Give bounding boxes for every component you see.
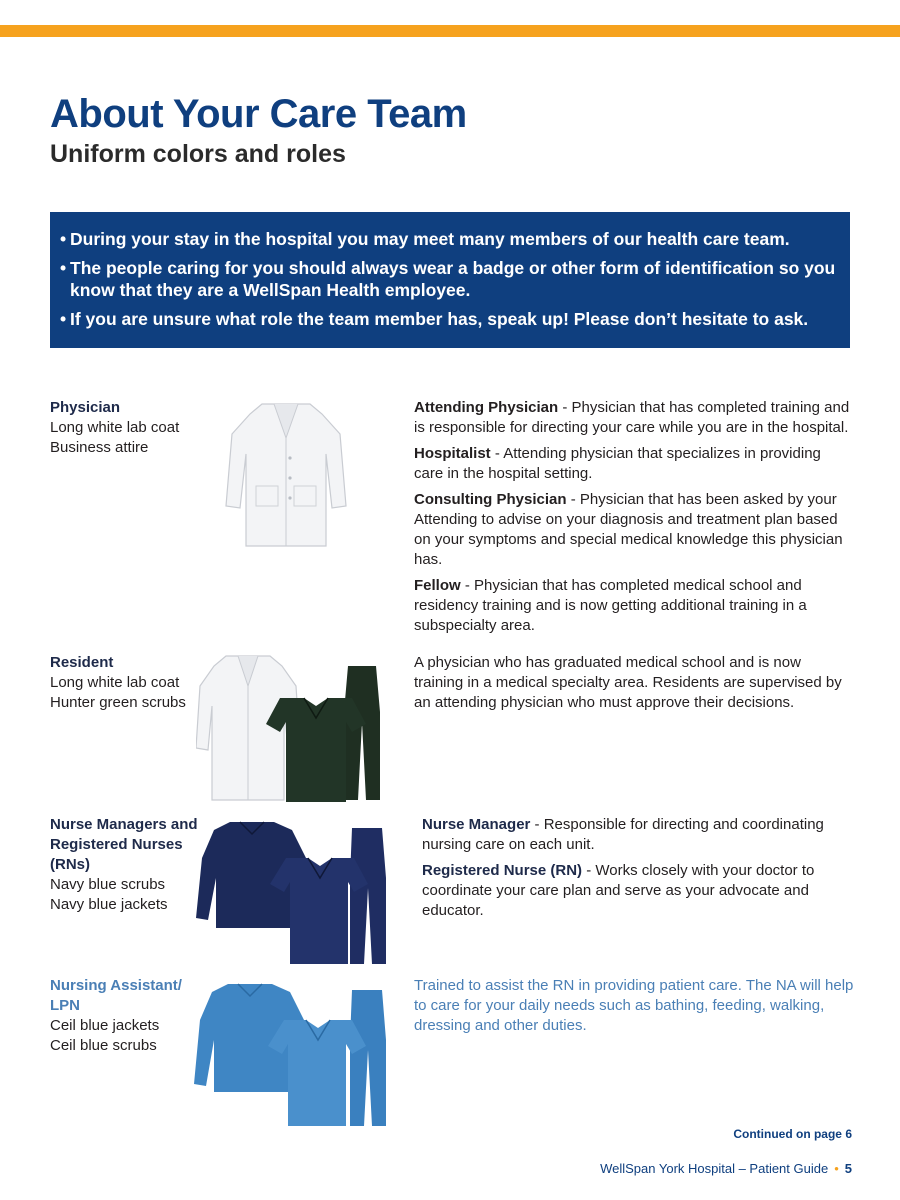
attire-item: Ceil blue jackets	[50, 1017, 160, 1034]
description-item	[414, 398, 854, 438]
term: Hospitalist	[414, 445, 491, 462]
role-name-line: (RNs)	[50, 856, 90, 873]
navy-scrubs-and-jacket-image	[194, 818, 400, 968]
definition: - Physician that has completed medical school and residency training and is now getting additional training in a subspecialty area.	[414, 577, 807, 634]
definition: - Physician that has been asked by your Attending to advise on your diagnosis and treatment plan based on your symptoms and special medical knowledge this physician has.	[414, 491, 843, 568]
separator-dot: •	[834, 1161, 839, 1176]
nursing-assistant-label	[50, 976, 182, 1056]
description-text: Trained to assist the RN in providing patient care. The NA will help to care for your daily needs such as bathing, feeding, walking, dressing and other duties.	[414, 977, 854, 1034]
lab-coat-image	[222, 398, 350, 550]
attire-item: Business attire	[50, 439, 149, 456]
role-name-line: Registered Nurses	[50, 836, 183, 853]
attire-item: Long white lab coat	[50, 419, 180, 436]
role-name-line: Nursing Assistant/	[50, 977, 182, 994]
nurses-descriptions	[422, 815, 852, 927]
resident-description	[414, 653, 854, 719]
page-subtitle: Uniform colors and roles	[50, 140, 346, 168]
role-name-line: Nurse Managers and	[50, 816, 198, 833]
definition: - Physician that has completed training and is responsible for directing your care while you are in the hospital.	[414, 399, 850, 436]
info-box	[50, 212, 850, 348]
description-item	[414, 576, 854, 636]
ceil-blue-scrubs-and-jacket-image	[192, 980, 400, 1130]
term: Registered Nurse (RN)	[422, 862, 583, 879]
definition: - Attending physician that specializes in providing care in the hospital setting.	[414, 445, 821, 482]
description-item	[422, 815, 852, 855]
term: Nurse Manager	[422, 816, 531, 833]
attire-item: Navy blue scrubs	[50, 876, 166, 893]
attire-item: Long white lab coat	[50, 674, 180, 691]
top-accent-bar	[0, 25, 900, 37]
definition: - Responsible for directing and coordinating nursing care on each unit.	[422, 816, 824, 853]
attire-item: Ceil blue scrubs	[50, 1037, 157, 1054]
role-name-line: LPN	[50, 997, 80, 1014]
term: Attending Physician	[414, 399, 559, 416]
definition: - Works closely with your doctor to coordinate your care plan and serve as your advocate and educator.	[422, 862, 815, 919]
page-number: 5	[844, 1161, 852, 1176]
term: Consulting Physician	[414, 491, 567, 508]
info-bullet-list	[60, 228, 838, 330]
guide-title: WellSpan York Hospital – Patient Guide	[600, 1161, 829, 1176]
info-bullet: • The people caring for you should always wear a badge or other form of identification so you know that they are a WellSpan Health employee.	[60, 257, 838, 301]
description-item	[414, 444, 854, 484]
page-title: About Your Care Team	[50, 92, 467, 136]
description-item	[414, 490, 854, 570]
role-name: Physician	[50, 399, 121, 416]
info-bullet: • During your stay in the hospital you may meet many members of our health care team.	[60, 228, 838, 250]
info-bullet: • If you are unsure what role the team member has, speak up! Please don’t hesitate to ask.	[60, 308, 838, 330]
attire-item: Hunter green scrubs	[50, 694, 186, 711]
role-name: Resident	[50, 654, 114, 671]
page-footer	[600, 1161, 852, 1176]
nurses-label	[50, 815, 198, 915]
continued-note: Continued on page 6	[733, 1127, 852, 1141]
description-text: A physician who has graduated medical school and is now training in a medical specialty area. Residents are supervised by an attending physician who must approve their decisions.	[414, 654, 842, 711]
term: Fellow	[414, 577, 461, 594]
physician-descriptions	[414, 398, 854, 642]
physician-label	[50, 398, 179, 458]
lab-coat-and-green-scrubs-image	[196, 652, 400, 804]
nursing-assistant-description	[414, 976, 854, 1042]
attire-item: Navy blue jackets	[50, 896, 168, 913]
resident-label	[50, 653, 186, 713]
description-item	[422, 861, 852, 921]
